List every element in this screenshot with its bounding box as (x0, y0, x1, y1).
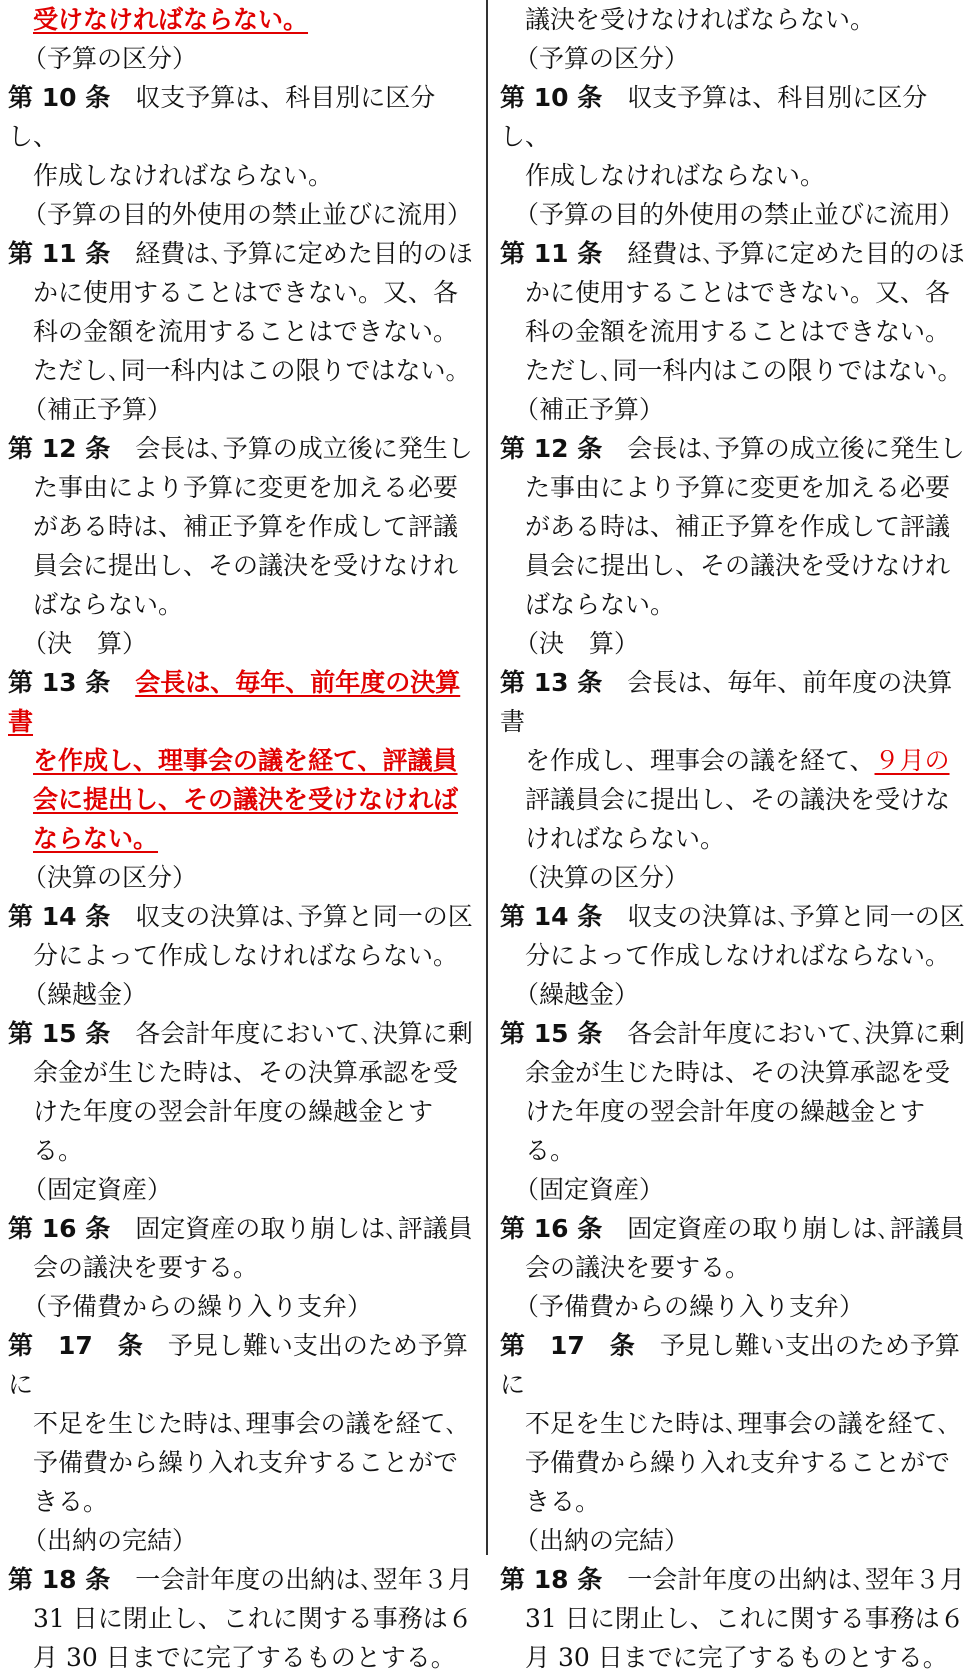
article-number: 第 12 条 (8, 434, 111, 463)
right-top-fragment: 議決を受けなければならない。 (525, 5, 876, 34)
article-heading: （予備費からの繰り入り支弁） (514, 1292, 865, 1321)
article-line: ばならない。 (525, 590, 676, 619)
article-line: を作成し、理事会の議を経て、 (525, 746, 875, 775)
article-line: る。 (525, 1136, 576, 1165)
article-heading: （予備費からの繰り入り支弁） (22, 1292, 373, 1321)
article-line: ばならない。 (33, 590, 184, 619)
article-line: 作成しなければならない。 (33, 161, 334, 190)
article-line: 31 日に閉止し、これに関する事務は６ (33, 1604, 473, 1633)
article-number: 第 18 条 (8, 1565, 111, 1594)
article-heading: （出納の完結） (22, 1526, 198, 1555)
article-line: 余金が生じた時は、その決算承認を受 (525, 1058, 951, 1087)
article-line: 月 30 日までに完了するものとする。 (525, 1643, 948, 1672)
article-line: 各会計年度において､決算に剰 (627, 1019, 965, 1048)
article-heading: （固定資産） (22, 1175, 173, 1204)
article-line: 評議員会に提出し、その議決を受けな (525, 785, 951, 814)
article-number: 第 13 条 (500, 668, 603, 697)
article-line: 固定資産の取り崩しは､評議員 (627, 1214, 965, 1243)
article-line: 各会計年度において､決算に剰 (135, 1019, 473, 1048)
article-line: 予見し難い支出のため予算に (500, 1331, 960, 1399)
article-heading: （決算の区分） (514, 863, 690, 892)
article-line: 分によって作成しなければならない。 (33, 941, 459, 970)
article-line: る。 (33, 1136, 84, 1165)
left-top-fragment: 受けなければならない。 (33, 5, 309, 34)
article-line: 予備費から繰り入れ支弁することがで (33, 1448, 459, 1477)
article-number: 第 10 条 (8, 83, 111, 112)
article-line: かに使用することはできない。又、各 (525, 278, 951, 307)
article-number: 第 13 条 (8, 668, 111, 697)
article-heading: （予算の目的外使用の禁止並びに流用） (22, 200, 473, 229)
amended-line: 会長は、毎年、前年度の決算書 (8, 668, 461, 736)
article-line: ただし､同一科内はこの限りではない。 (33, 356, 471, 385)
article-line: 員会に提出し、その議決を受けなけれ (33, 551, 459, 580)
article-line: 経費は､予算に定めた目的のほ (627, 239, 965, 268)
article-number: 第 14 条 (500, 902, 603, 931)
article-heading: （予算の区分） (514, 44, 690, 73)
amended-line: ならない。 (33, 824, 159, 853)
article-heading: （決算の区分） (22, 863, 198, 892)
article-line: 員会に提出し、その議決を受けなけれ (525, 551, 951, 580)
article-line: 収支予算は、科目別に区分し、 (8, 83, 436, 151)
article-line: 固定資産の取り崩しは､評議員 (135, 1214, 473, 1243)
article-number: 第 15 条 (8, 1019, 111, 1048)
right-article-12 (500, 390, 967, 624)
right-article-11 (500, 195, 967, 390)
article-heading: （決 算） (22, 629, 148, 658)
article-number: 第 17 条 (500, 1331, 635, 1360)
article-number: 第 17 条 (8, 1331, 143, 1360)
article-line: 会長は､予算の成立後に発生し (135, 434, 473, 463)
article-number: 第 10 条 (500, 83, 603, 112)
article-line: 会長は、毎年、前年度の決算書 (500, 668, 953, 736)
amended-line: 会に提出し、その議決を受けなければ (33, 785, 459, 814)
article-line: 収支の決算は､予算と同一の区 (135, 902, 473, 931)
article-heading: （固定資産） (514, 1175, 665, 1204)
article-line: 一会計年度の出納は､翌年３月 (135, 1565, 473, 1594)
article-line: 予見し難い支出のため予算に (8, 1331, 468, 1399)
article-line: 不足を生じた時は､理事会の議を経て､ (33, 1409, 459, 1438)
right-article-10 (500, 39, 967, 195)
article-line: けた年度の翌会計年度の繰越金とす (33, 1097, 434, 1126)
article-line: がある時は、補正予算を作成して評議 (33, 512, 459, 541)
article-heading: （補正予算） (22, 395, 173, 424)
article-line: ければならない。 (525, 824, 726, 853)
article-heading: （予算の目的外使用の禁止並びに流用） (514, 200, 965, 229)
article-number: 第 16 条 (500, 1214, 603, 1243)
article-line: 31 日に閉止し、これに関する事務は６ (525, 1604, 965, 1633)
article-line: 不足を生じた時は､理事会の議を経て､ (525, 1409, 951, 1438)
article-line: 会の議決を要する。 (33, 1253, 259, 1282)
article-line: 収支の決算は､予算と同一の区 (627, 902, 965, 931)
article-line: た事由により予算に変更を加える必要 (33, 473, 459, 502)
article-heading: （決 算） (514, 629, 640, 658)
right-article-18 (500, 1521, 967, 1677)
article-number: 第 16 条 (8, 1214, 111, 1243)
article-line: 会の議決を要する。 (525, 1253, 751, 1282)
article-number: 第 11 条 (8, 239, 111, 268)
article-line: 作成しなければならない。 (525, 161, 826, 190)
article-line: 余金が生じた時は、その決算承認を受 (33, 1058, 459, 1087)
article-number: 第 15 条 (500, 1019, 603, 1048)
article-line: 月 30 日までに完了するものとする。 (33, 1643, 456, 1672)
article-number: 第 11 条 (500, 239, 603, 268)
article-line: がある時は、補正予算を作成して評議 (525, 512, 951, 541)
right-article-16 (500, 1170, 967, 1287)
article-line: 予備費から繰り入れ支弁することがで (525, 1448, 951, 1477)
article-line: ただし､同一科内はこの限りではない。 (525, 356, 963, 385)
right-article-14 (500, 858, 967, 975)
article-line: 会長は､予算の成立後に発生し (627, 434, 965, 463)
article-number: 第 18 条 (500, 1565, 603, 1594)
article-line: 科の金額を流用することはできない。 (525, 317, 951, 346)
article-line: けた年度の翌会計年度の繰越金とす (525, 1097, 926, 1126)
article-line: 収支予算は、科目別に区分し、 (500, 83, 928, 151)
article-line: きる。 (525, 1487, 601, 1516)
article-heading: （出納の完結） (514, 1526, 690, 1555)
right-article-13 (500, 624, 967, 858)
article-number: 第 12 条 (500, 434, 603, 463)
amended-line: を作成し、理事会の議を経て、評議員 (33, 746, 458, 775)
article-heading: （補正予算） (514, 395, 665, 424)
article-number: 第 14 条 (8, 902, 111, 931)
article-heading: （予算の区分） (22, 44, 198, 73)
article-line: 分によって作成しなければならない。 (525, 941, 951, 970)
right-article-15 (500, 975, 967, 1170)
right-article-17 (500, 1287, 967, 1521)
article-line: 一会計年度の出納は､翌年３月 (627, 1565, 965, 1594)
article-line: 経費は､予算に定めた目的のほ (135, 239, 473, 268)
article-line: きる。 (33, 1487, 109, 1516)
article-line: た事由により予算に変更を加える必要 (525, 473, 951, 502)
article-heading: （繰越金） (22, 980, 148, 1009)
article-line: 科の金額を流用することはできない。 (33, 317, 459, 346)
inserted-text: ９月の (874, 746, 950, 775)
article-line: かに使用することはできない。又、各 (33, 278, 459, 307)
article-heading: （繰越金） (514, 980, 640, 1009)
